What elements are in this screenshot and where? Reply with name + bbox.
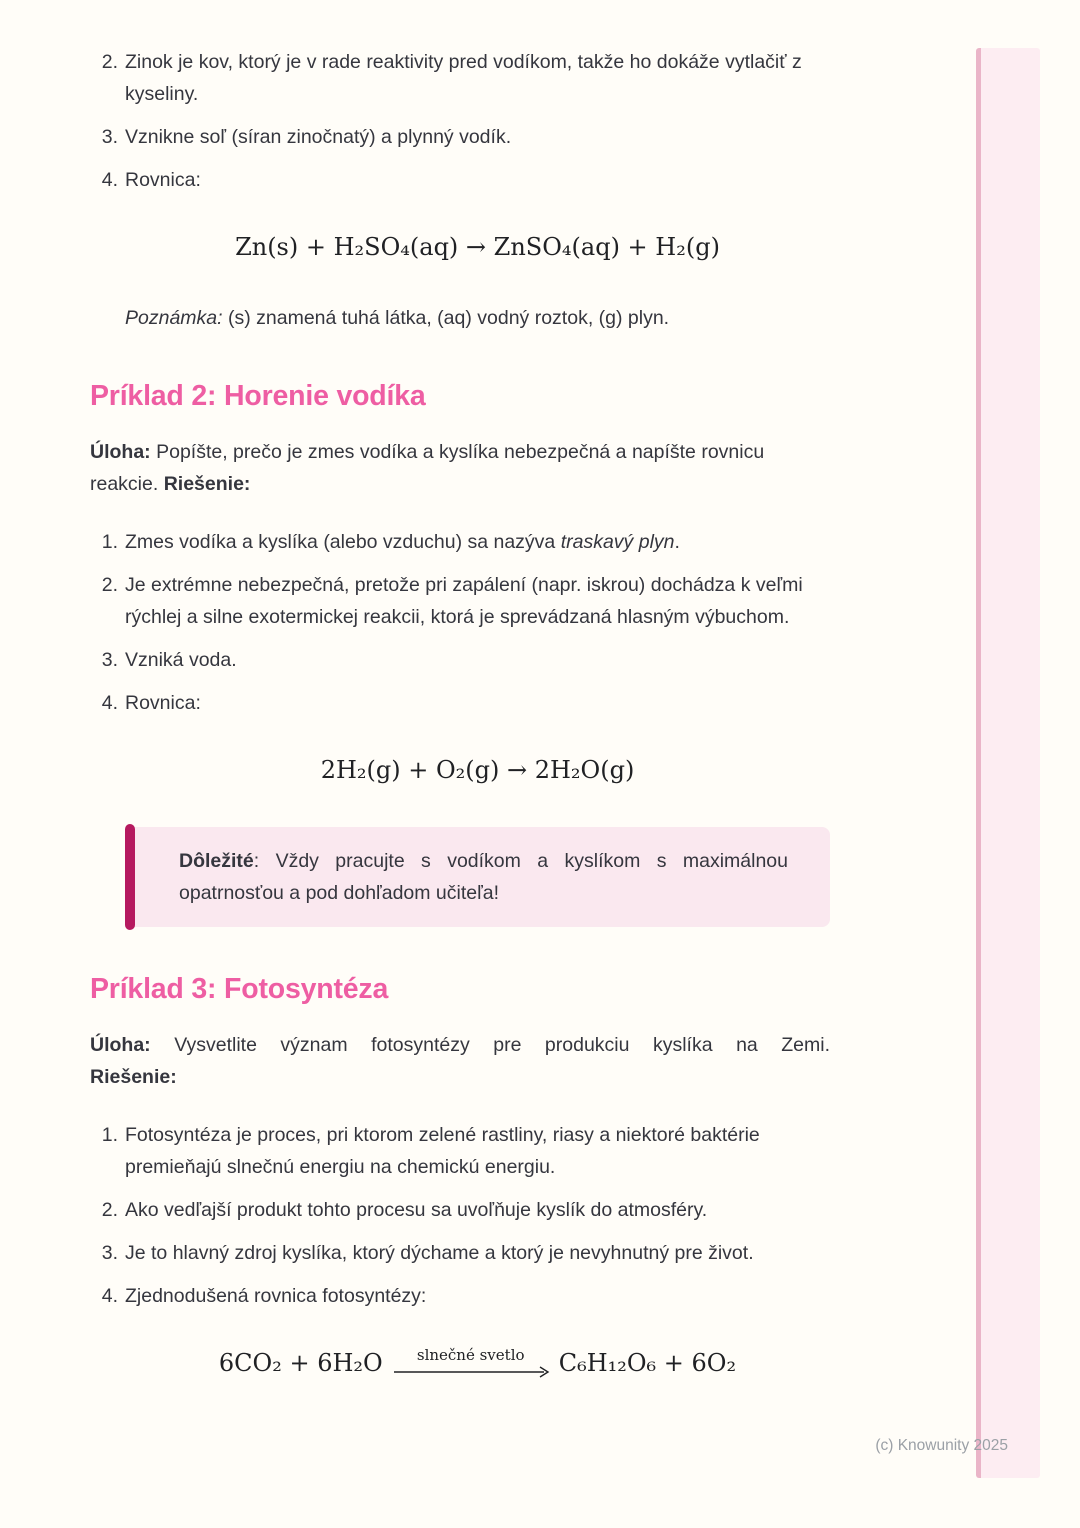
uloha-line [90,436,830,468]
right-arrow-icon [392,1364,550,1378]
uloha-text: Vysvetlite význam fotosyntézy pre produkciu kyslíka na Zemi. [174,1034,831,1056]
list-text: Rovnica: [125,692,201,714]
heading-priklad-3: Príklad 3: Fotosyntéza [90,973,389,1005]
list-text: Zjednodušená rovnica fotosyntézy: [125,1285,427,1307]
riesenie-label: Riešenie: [163,473,251,495]
list-text: Je to hlavný zdroj kyslíka, ktorý dýchame a ktorý je nevyhnutný pre život. [125,1242,754,1264]
uloha-line [90,1029,830,1061]
solution-steps-photosynthesis [90,1119,830,1312]
equation-right-side: C₆H₁₂O₆ + 6O₂ [558,1349,737,1377]
list-text: Vznikne soľ (síran zinočnatý) a plynný vodík. [125,126,512,148]
list-text: Zmes vodíka a kyslíka (alebo vzduchu) sa nazýva traskavý plyn. [125,531,680,553]
list-item [90,644,830,676]
list-item [90,526,830,558]
callout-line: opatrnosťou a pod dohľadom učiteľa! [179,882,500,904]
list-number: 3. [101,649,118,671]
list-number: 4. [101,1285,118,1307]
list-number: 4. [101,692,118,714]
note-paragraph [125,302,830,334]
equation-zinc-reaction: Zn(s) + H₂SO₄(aq) → ZnSO₄(aq) + H₂(g) [235,233,720,261]
list-item [90,1119,830,1183]
list-text: Rovnica: [125,169,201,191]
callout-line [179,845,788,877]
list-number: 2. [101,574,118,596]
equation-left-side: 6CO₂ + 6H₂O [218,1349,383,1377]
list-item [90,569,830,633]
equation-hydrogen-combustion: 2H₂(g) + O₂(g) → 2H₂O(g) [320,756,635,784]
list-number: 3. [101,1242,118,1264]
list-number: 4. [101,169,118,191]
callout-accent-bar [125,824,135,930]
list-text: Zinok je kov, ktorý je v rade reaktivity pred vodíkom, takže ho dokáže vytlačiť z kyseliny. [125,51,802,105]
list-number: 2. [101,51,118,73]
priklad2-uloha-paragraph [90,436,830,500]
list-text: Vzniká voda. [125,649,237,671]
page-edge-strip [976,48,1040,1478]
important-callout [125,827,830,927]
list-number: 1. [101,1124,118,1146]
note-label: Poznámka: [125,307,223,329]
note-text: (s) znamená tuhá látka, (aq) vodný roztok, (g) plyn. [227,307,670,329]
uloha-line [90,1061,830,1093]
list-number: 2. [101,1199,118,1221]
list-text: Je extrémne nebezpečná, pretože pri zapálení (napr. iskrou) dochádza k veľmi rýchlej a silne exotermickej reakcii, ktorá je sprevádzaná hlasným výbuchom. [125,574,803,628]
list-number: 3. [101,126,118,148]
uloha-text: Popíšte, prečo je zmes vodíka a kyslíka nebezpečná a napíšte rovnicu [156,441,765,463]
arrow-label: slnečné svetlo [416,1346,525,1364]
italic-term: traskavý plyn [560,531,675,553]
copyright-footer: (c) Knowunity 2025 [875,1437,1008,1454]
uloha-label: Úloha: [90,1034,151,1056]
list-item [90,687,830,719]
list-number: 1. [101,531,118,553]
heading-priklad-2: Príklad 2: Horenie vodíka [90,380,426,412]
list-item [90,164,830,196]
list-text: Ako vedľajší produkt tohto procesu sa uvoľňuje kyslík do atmosféry. [125,1199,708,1221]
solution-steps-zinc [90,46,830,196]
list-item [90,1194,830,1226]
riesenie-label: Riešenie: [90,1066,177,1088]
solution-steps-hydrogen [90,526,830,719]
list-item [90,1280,830,1312]
uloha-line [90,468,830,500]
list-item [90,46,830,110]
uloha-text: reakcie. [90,473,159,495]
callout-text: : Vždy pracujte s vodíkom a kyslíkom s maximálnou [253,850,788,872]
list-item [90,121,830,153]
uloha-label: Úloha: [90,441,151,463]
reaction-arrow [392,1348,550,1378]
document-content [90,0,830,1380]
list-text: Fotosyntéza je proces, pri ktorom zelené rastliny, riasy a niektoré baktérie premieňajú slnečnú energiu na chemickú energiu. [125,1124,760,1178]
callout-label: Dôležité [179,850,254,872]
equation-photosynthesis [125,1346,830,1380]
priklad3-uloha-paragraph [90,1029,830,1093]
list-item [90,1237,830,1269]
